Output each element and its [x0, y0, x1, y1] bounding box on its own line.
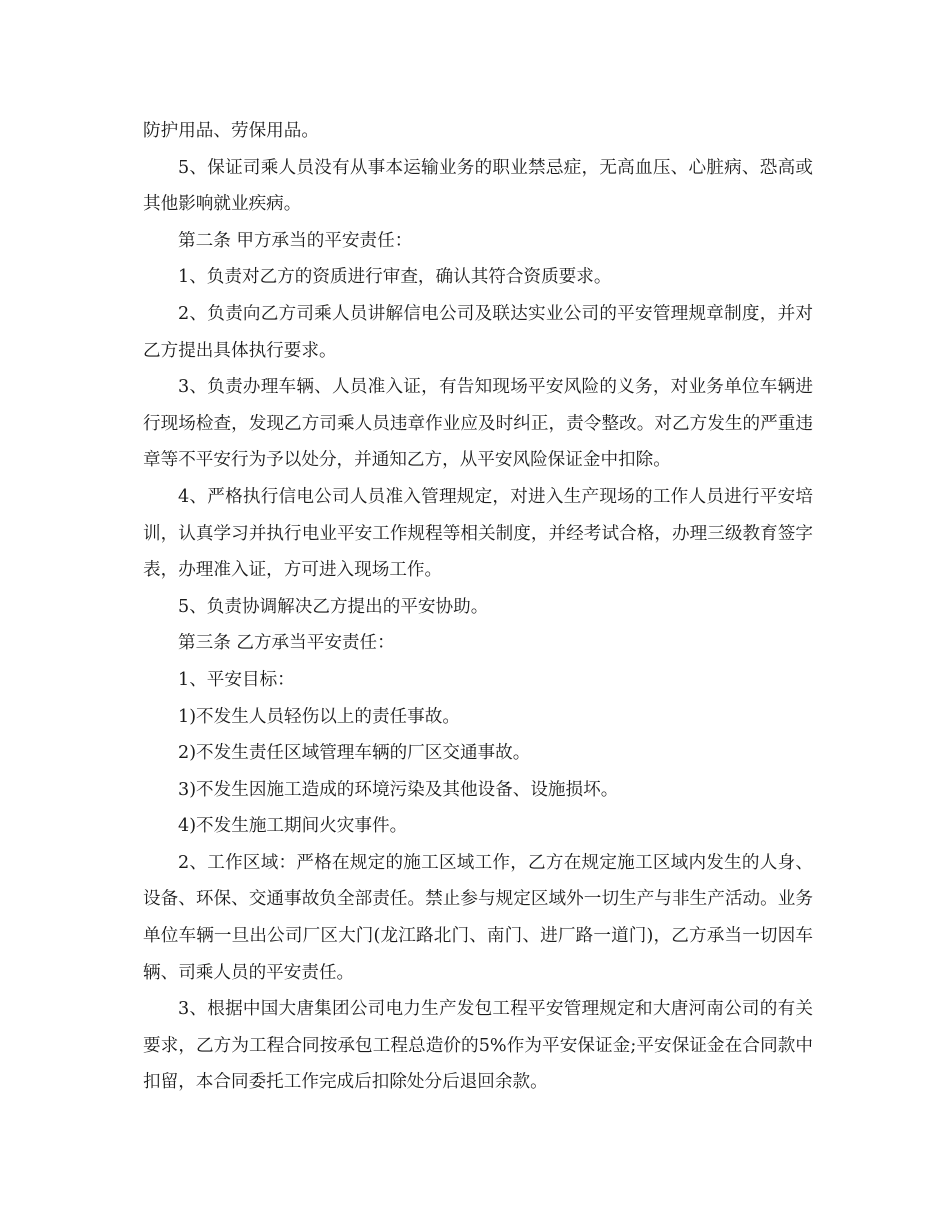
paragraph-4: 1、负责对乙方的资质进行审查，确认其符合资质要求。	[178, 267, 612, 288]
paragraph-8: 5、负责协调解决乙方提出的平安协助。	[178, 596, 489, 617]
paragraph-12: 2)不发生责任区域管理车辆的厂区交通事故。	[178, 743, 531, 764]
paragraph-15: 2、工作区域：严格在规定的施工区域工作，乙方在规定施工区域内发生的人身、设备、环保、交通事故负全部责任。禁止参与规定区域外一切生产与非生产活动。业务单位车辆一旦出公司厂区大门(龙江路北门、南门、进厂路一道门)，乙方承当一切因车辆、司乘人员的平安责任。	[143, 852, 813, 983]
paragraph-11: 1)不发生人员轻伤以上的责任事故。	[178, 706, 460, 727]
section-heading-article-2: 第二条 甲方承当的平安责任：	[178, 230, 413, 251]
paragraph-10: 1、平安目标：	[178, 669, 295, 690]
paragraph-16: 3、根据中国大唐集团公司电力生产发包工程平安管理规定和大唐河南公司的有关要求，乙方为工程合同按承包工程总造价的5%作为平安保证金;平安保证金在合同款中扣留，本合同委托工作完成后扣除处分后退回余款。	[143, 999, 813, 1093]
section-heading-article-3: 第三条 乙方承当平安责任：	[178, 633, 395, 654]
paragraph-2: 5、保证司乘人员没有从事本运输业务的职业禁忌症，无高血压、心脏病、恐高或其他影响就业疾病。	[143, 157, 813, 215]
paragraph-1: 防护用品、劳保用品。	[143, 121, 319, 141]
paragraph-14: 4)不发生施工期间火灾事件。	[178, 816, 408, 837]
paragraph-7: 4、严格执行信电公司人员准入管理规定，对进入生产现场的工作人员进行平安培训，认真学习并执行电业平安工作规程等相关制度，并经考试合格，办理三级教育签字表，办理准入证，方可进入现场工作。	[143, 486, 813, 581]
paragraph-6: 3、负责办理车辆、人员准入证，有告知现场平安风险的义务，对业务单位车辆进行现场检查，发现乙方司乘人员违章作业应及时纠正，责令整改。对乙方发生的严重违章等不平安行为予以处分，并通知乙方，从平安风险保证金中扣除。	[143, 377, 813, 471]
paragraph-13: 3)不发生因施工造成的环境污染及其他设备、设施损坏。	[178, 779, 619, 800]
paragraph-5: 2、负责向乙方司乘人员讲解信电公司及联达实业公司的平安管理规章制度，并对乙方提出具体执行要求。	[143, 303, 813, 361]
document-page	[143, 113, 813, 1101]
